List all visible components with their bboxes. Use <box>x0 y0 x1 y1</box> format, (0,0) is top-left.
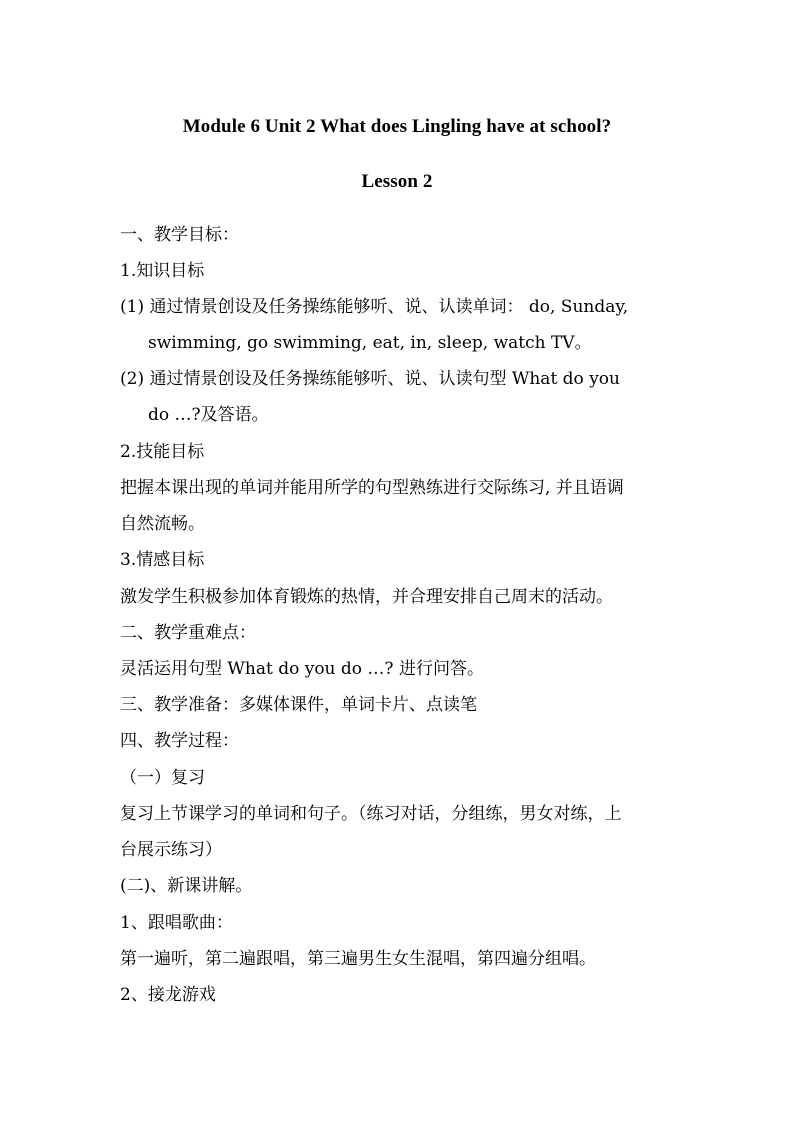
subheading-knowledge-objectives: 1.知识目标 <box>120 261 205 281</box>
section-heading-process: 四、教学过程： <box>120 731 239 751</box>
paragraph-review-continued: 台展示练习） <box>120 840 222 860</box>
subheading-emotional-objectives: 3.情感目标 <box>120 550 205 570</box>
section-heading-preparation: 三、教学准备：多媒体课件，单词卡片、点读笔 <box>120 695 477 715</box>
document-title: Module 6 Unit 2 What does Lingling have at school? <box>182 116 612 137</box>
paragraph-emotional: 激发学生积极参加体育锻炼的热情，并合理安排自己周末的活动。 <box>120 587 613 607</box>
subheading-skill-objectives: 2.技能目标 <box>120 442 205 462</box>
list-item-2: (2) 通过情景创设及任务操练能够听、说、认读句型 What do you <box>120 369 620 389</box>
list-item-2-continued: do …?及答语。 <box>148 405 269 425</box>
list-item-1: (1) 通过情景创设及任务操练能够听、说、认读单词： do, Sunday, <box>120 297 629 317</box>
list-item-1-continued: swimming, go swimming, eat, in, sleep, watch TV。 <box>148 333 592 353</box>
step-relay-game: 2、接龙游戏 <box>120 985 216 1005</box>
section-heading-objectives: 一、教学目标： <box>120 225 239 245</box>
paragraph-skill-continued: 自然流畅。 <box>120 514 205 534</box>
subheading-review: （一）复习 <box>120 768 205 788</box>
document-subtitle: Lesson 2 <box>361 171 433 192</box>
paragraph-sing-along: 第一遍听，第二遍跟唱，第三遍男生女生混唱，第四遍分组唱。 <box>120 949 596 969</box>
paragraph-key-points: 灵活运用句型 What do you do …? 进行问答。 <box>120 659 484 679</box>
paragraph-review: 复习上节课学习的单词和句子。（练习对话，分组练，男女对练，上 <box>120 804 622 824</box>
paragraph-skill: 把握本课出现的单词并能用所学的句型熟练进行交际练习, 并且语调 <box>120 478 624 498</box>
subheading-new-lesson: (二)、新课讲解。 <box>120 876 253 896</box>
step-sing-along: 1、跟唱歌曲： <box>120 913 233 933</box>
section-heading-key-points: 二、教学重难点： <box>120 623 256 643</box>
